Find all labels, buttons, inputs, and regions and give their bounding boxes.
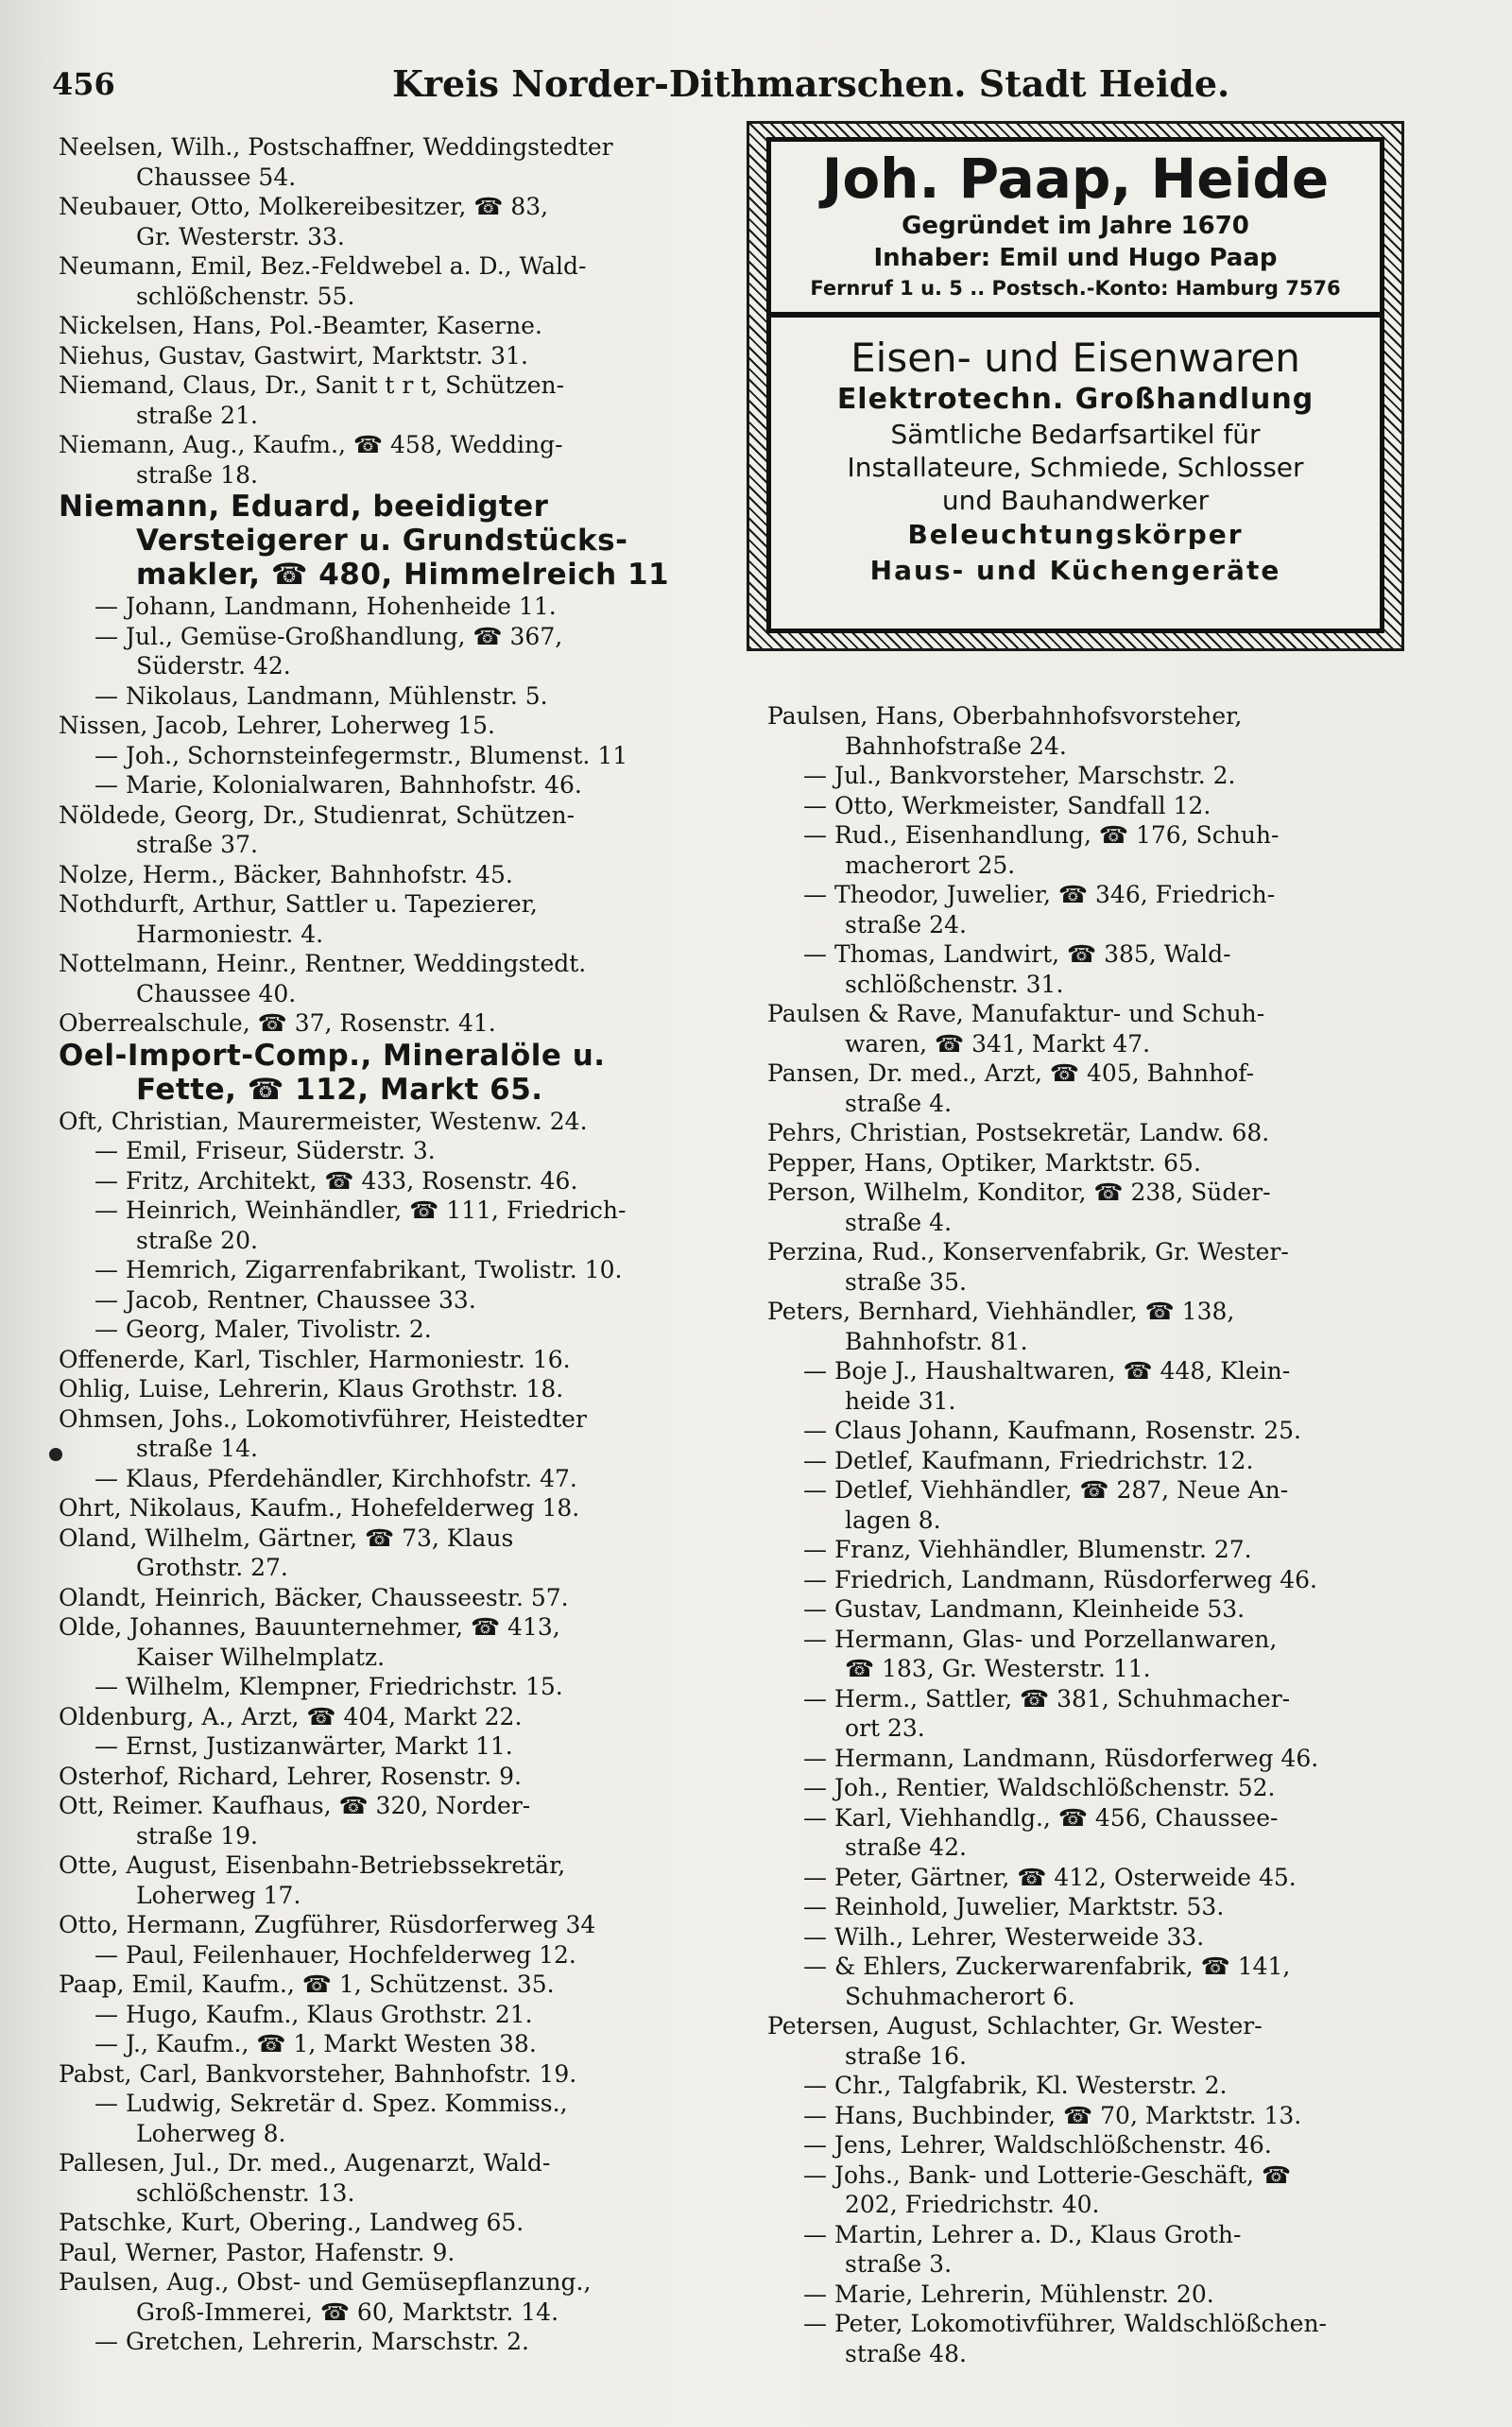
entry-text: — Georg, Maler, Tivolistr. 2. — [94, 1316, 432, 1343]
entry-text: — Jul., Gemüse-Großhandlung, ☎ 367, — [94, 622, 563, 650]
entry-text: — Jul., Bankvorsteher, Marschstr. 2. — [803, 762, 1236, 789]
directory-entry — [767, 1356, 1396, 1416]
directory-entry — [59, 1583, 720, 1613]
entry-text: Nissen, Jacob, Lehrer, Loherweg 15. — [59, 712, 495, 739]
directory-entry — [767, 761, 1396, 791]
entry-continuation: Chaussee 54. — [136, 163, 297, 191]
entry-text: — Fritz, Architekt, ☎ 433, Rosenstr. 46. — [94, 1166, 578, 1195]
entry-text: Osterhof, Richard, Lehrer, Rosenstr. 9. — [59, 1762, 522, 1790]
directory-entry — [767, 1059, 1396, 1118]
entry-continuation: straße 35. — [845, 1267, 967, 1296]
entry-text: Otte, August, Eisenbahn-Betriebssekretär, — [59, 1851, 566, 1879]
entry-continuation: straße 21. — [136, 401, 258, 429]
directory-entry — [59, 800, 720, 860]
entry-continuation: Fette, ☎ 112, Markt 65. — [136, 1072, 543, 1107]
directory-entry — [59, 949, 720, 1008]
entry-continuation: macherort 25. — [845, 851, 1016, 879]
directory-entry — [59, 1612, 720, 1672]
directory-entry — [59, 1039, 720, 1107]
directory-entry — [59, 2327, 720, 2357]
directory-entry — [767, 2130, 1396, 2160]
directory-entry — [59, 192, 720, 251]
entry-continuation: ort 23. — [845, 1714, 925, 1742]
entry-text: — Ernst, Justizanwärter, Markt 11. — [94, 1732, 513, 1760]
directory-entry — [59, 132, 720, 192]
directory-entry — [767, 939, 1396, 999]
directory-entry — [767, 2220, 1396, 2280]
entry-continuation: waren, ☎ 341, Markt 47. — [845, 1029, 1151, 1058]
entry-continuation: straße 16. — [845, 2041, 967, 2070]
entry-text: Olandt, Heinrich, Bäcker, Chausseestr. 57. — [59, 1583, 569, 1611]
entry-text: — Heinrich, Weinhändler, ☎ 111, Friedrich- — [94, 1196, 627, 1224]
directory-entry — [59, 251, 720, 311]
entry-text: — Johann, Landmann, Hohenheide 11. — [94, 593, 557, 620]
entry-text: Pallesen, Jul., Dr. med., Augenarzt, Wald- — [59, 2149, 551, 2177]
entry-text: Pehrs, Christian, Postsekretär, Landw. 68. — [767, 1119, 1270, 1146]
entry-text: — Hans, Buchbinder, ☎ 70, Marktstr. 13. — [803, 2101, 1302, 2129]
directory-entry — [767, 1475, 1396, 1535]
ad-line-1: Sämtliche Bedarfsartikel für — [890, 419, 1261, 450]
directory-entry — [767, 1594, 1396, 1625]
entry-text: Neumann, Emil, Bez.-Feldwebel a. D., Wald- — [59, 252, 587, 280]
entry-text: — J., Kaufm., ☎ 1, Markt Westen 38. — [94, 2030, 537, 2057]
directory-entry — [767, 1744, 1396, 1774]
ad-headline: Eisen- und Eisenwaren — [850, 335, 1300, 381]
directory-entry — [767, 1118, 1396, 1148]
entry-text: Paul, Werner, Pastor, Hafenstr. 9. — [59, 2238, 455, 2266]
directory-entry — [767, 1297, 1396, 1356]
directory-entry — [59, 1762, 720, 1792]
entry-continuation: Versteigerer u. Grundstücks- — [136, 524, 628, 558]
entry-continuation: Grothstr. 27. — [136, 1554, 288, 1581]
entry-text: — Klaus, Pferdehändler, Kirchhofstr. 47. — [94, 1464, 577, 1492]
directory-entry — [767, 880, 1396, 939]
entry-text: Peters, Bernhard, Viehhändler, ☎ 138, — [767, 1298, 1235, 1325]
directory-entry — [59, 430, 720, 490]
entry-text: Neubauer, Otto, Molkereibesitzer, ☎ 83, — [59, 193, 549, 220]
entry-text: Patschke, Kurt, Obering., Landweg 65. — [59, 2209, 524, 2236]
entry-text: Paulsen & Rave, Manufaktur- und Schuh- — [767, 1000, 1265, 1027]
entry-text: Otto, Hermann, Zugführer, Rüsdorferweg 34 — [59, 1911, 596, 1938]
directory-entry — [59, 1523, 720, 1583]
entry-text: — Johs., Bank- und Lotterie-Geschäft, ☎ — [803, 2160, 1292, 2189]
directory-entry — [59, 2029, 720, 2059]
entry-text: Perzina, Rud., Konservenfabrik, Gr. Wester- — [767, 1238, 1289, 1265]
directory-entry — [767, 1922, 1396, 1953]
entry-text: Offenerde, Karl, Tischler, Harmoniestr. 16. — [59, 1345, 571, 1373]
entry-continuation: straße 24. — [845, 910, 967, 938]
entry-text: — Marie, Lehrerin, Mühlenstr. 20. — [803, 2280, 1214, 2308]
entry-text: — Wilh., Lehrer, Westerweide 33. — [803, 1922, 1205, 1951]
directory-entry — [59, 1345, 720, 1375]
directory-entry — [59, 1404, 720, 1464]
directory-entry — [767, 2280, 1396, 2310]
entry-text: Ohmsen, Johs., Lokomotivführer, Heistedter — [59, 1404, 587, 1433]
right-column — [767, 701, 1396, 2368]
directory-entry — [59, 2000, 720, 2030]
entry-text: — Emil, Friseur, Süderstr. 3. — [94, 1137, 436, 1164]
directory-entry — [59, 770, 720, 800]
entry-continuation: Groß-Immerei, ☎ 60, Marktstr. 14. — [136, 2298, 559, 2326]
directory-entry — [767, 791, 1396, 821]
entry-text: — Reinhold, Juwelier, Marktstr. 53. — [803, 1893, 1225, 1920]
entry-text: Nolze, Herm., Bäcker, Bahnhofstr. 45. — [59, 860, 513, 888]
directory-entry — [59, 1374, 720, 1404]
directory-entry — [767, 2071, 1396, 2101]
page-header — [52, 59, 1460, 115]
entry-text: — Karl, Viehhandlg., ☎ 456, Chaussee- — [803, 1803, 1279, 1832]
advertisement-inner — [766, 137, 1384, 633]
entry-continuation: straße 14. — [136, 1435, 258, 1462]
entry-text: Pansen, Dr. med., Arzt, ☎ 405, Bahnhof- — [767, 1059, 1255, 1087]
entry-text: — Martin, Lehrer a. D., Klaus Groth- — [803, 2220, 1242, 2248]
entry-continuation: Harmoniestr. 4. — [136, 920, 324, 948]
directory-entry — [767, 1952, 1396, 2011]
entry-text: — Hemrich, Zigarrenfabrikant, Twolistr. 10. — [94, 1256, 623, 1283]
directory-entry — [767, 1148, 1396, 1179]
entry-text: Oel-Import-Comp., Mineralöle u. — [59, 1038, 606, 1073]
ad-line-5: Haus- und Küchengeräte — [869, 555, 1281, 586]
ad-owners: Inhaber: Emil und Hugo Paap — [873, 244, 1278, 272]
entry-text: Niehus, Gustav, Gastwirt, Marktstr. 31. — [59, 341, 528, 370]
advertisement-box — [747, 121, 1404, 651]
entry-continuation: straße 19. — [136, 1821, 258, 1850]
directory-entry — [767, 1625, 1396, 1684]
entry-text: Pabst, Carl, Bankvorsteher, Bahnhofstr. 19. — [59, 2059, 577, 2088]
entry-text: Niemann, Eduard, beeidigter — [59, 490, 549, 524]
entry-continuation: schlößchenstr. 55. — [136, 282, 355, 310]
entry-text: — Otto, Werkmeister, Sandfall 12. — [803, 791, 1211, 819]
entry-text: — Nikolaus, Landmann, Mühlenstr. 5. — [94, 681, 548, 710]
entry-text: — Jens, Lehrer, Waldschlößchenstr. 46. — [803, 2131, 1272, 2159]
directory-entry — [59, 1136, 720, 1166]
ad-line-2: Installateure, Schmiede, Schlosser — [847, 452, 1304, 483]
directory-entry — [59, 681, 720, 712]
directory-entry — [59, 490, 720, 592]
directory-entry — [59, 1910, 720, 1940]
directory-entry — [59, 2148, 720, 2208]
directory-entry — [59, 2059, 720, 2090]
entry-text: — Jacob, Rentner, Chaussee 33. — [94, 1285, 476, 1314]
directory-entry — [59, 1196, 720, 1255]
directory-entry — [767, 1237, 1396, 1297]
directory-entry — [59, 1672, 720, 1702]
entry-continuation: Bahnhofstraße 24. — [845, 732, 1067, 760]
entry-text: — Claus Johann, Kaufmann, Rosenstr. 25. — [803, 1417, 1302, 1444]
entry-text: — Friedrich, Landmann, Rüsdorferweg 46. — [803, 1565, 1317, 1593]
entry-continuation: schlößchenstr. 13. — [136, 2178, 355, 2207]
directory-entry — [59, 2238, 720, 2268]
entry-text: — Ludwig, Sekretär d. Spez. Kommiss., — [94, 2090, 568, 2117]
entry-continuation: straße 48. — [845, 2339, 967, 2367]
entry-text: Paap, Emil, Kaufm., ☎ 1, Schützenst. 35. — [59, 1971, 555, 1998]
entry-text: Niemann, Aug., Kaufm., ☎ 458, Wedding- — [59, 431, 563, 458]
entry-text: — Peter, Lokomotivführer, Waldschlößchen- — [803, 2310, 1328, 2337]
entry-continuation: Chaussee 40. — [136, 979, 297, 1007]
entry-text: Nöldede, Georg, Dr., Studienrat, Schützen- — [59, 800, 576, 829]
ad-company-name: Joh. Paap, Heide — [821, 146, 1330, 211]
directory-entry — [59, 1107, 720, 1137]
directory-entry — [59, 370, 720, 430]
directory-entry — [767, 701, 1396, 761]
left-column — [59, 132, 720, 2357]
ad-divider — [771, 312, 1380, 318]
ad-founded: Gegründet im Jahre 1670 — [902, 212, 1249, 240]
entry-text: Oldenburg, A., Arzt, ☎ 404, Markt 22. — [59, 1702, 523, 1730]
entry-text: Ohlig, Luise, Lehrerin, Klaus Grothstr. 18. — [59, 1375, 564, 1403]
directory-entry — [59, 311, 720, 341]
directory-entry — [59, 1008, 720, 1039]
entry-continuation: Süderstr. 42. — [136, 652, 291, 680]
directory-entry — [59, 1940, 720, 1971]
entry-text: Nothdurft, Arthur, Sattler u. Tapezierer, — [59, 890, 538, 918]
entry-text: Ohrt, Nikolaus, Kaufm., Hohefelderweg 18. — [59, 1494, 580, 1522]
directory-entry — [59, 741, 720, 771]
ad-subhead: Elektrotechn. Großhandlung — [836, 383, 1314, 416]
entry-text: Olde, Johannes, Bauunternehmer, ☎ 413, — [59, 1613, 560, 1641]
directory-entry — [767, 999, 1396, 1059]
entry-text: — Peter, Gärtner, ☎ 412, Osterweide 45. — [803, 1863, 1297, 1891]
directory-entry — [767, 1684, 1396, 1744]
entry-text: — Gustav, Landmann, Kleinheide 53. — [803, 1595, 1246, 1623]
entry-text: Petersen, August, Schlachter, Gr. Wester- — [767, 2012, 1263, 2040]
directory-entry — [59, 711, 720, 741]
entry-text: — Marie, Kolonialwaren, Bahnhofstr. 46. — [94, 771, 582, 799]
entry-text: — Herm., Sattler, ☎ 381, Schuhmacher- — [803, 1684, 1291, 1713]
directory-entry — [59, 889, 720, 949]
entry-continuation: makler, ☎ 480, Himmelreich 11 — [136, 558, 670, 592]
entry-text: — Chr., Talgfabrik, Kl. Westerstr. 2. — [803, 2072, 1228, 2099]
entry-text: Pepper, Hans, Optiker, Marktstr. 65. — [767, 1148, 1201, 1177]
entry-continuation: Schuhmacherort 6. — [845, 1982, 1075, 2010]
entry-text: Neelsen, Wilh., Postschaffner, Weddingstedter — [59, 133, 613, 161]
entry-continuation: Loherweg 8. — [136, 2119, 286, 2147]
entry-text: — Hermann, Glas- und Porzellanwaren, — [803, 1625, 1278, 1653]
entry-text: Oland, Wilhelm, Gärtner, ☎ 73, Klaus — [59, 1523, 514, 1552]
directory-entry — [767, 1803, 1396, 1863]
entry-text: Paulsen, Hans, Oberbahnhofsvorsteher, — [767, 702, 1243, 730]
entry-continuation: straße 18. — [136, 460, 258, 489]
entry-text: — Gretchen, Lehrerin, Marschstr. 2. — [94, 2328, 529, 2355]
directory-entry — [767, 1863, 1396, 1893]
entry-text: — Hugo, Kaufm., Klaus Grothstr. 21. — [94, 2000, 533, 2028]
entry-text: — Boje J., Haushaltwaren, ☎ 448, Klein- — [803, 1357, 1291, 1385]
directory-entry — [59, 1166, 720, 1196]
entry-continuation: heide 31. — [845, 1386, 956, 1415]
entry-text: Ott, Reimer. Kaufhaus, ☎ 320, Norder- — [59, 1792, 531, 1819]
directory-entry — [59, 1791, 720, 1850]
entry-text: Paulsen, Aug., Obst- und Gemüsepflanzung., — [59, 2268, 592, 2296]
entry-text: — Paul, Feilenhauer, Hochfelderweg 12. — [94, 1940, 576, 1969]
entry-text: Person, Wilhelm, Konditor, ☎ 238, Süder- — [767, 1179, 1271, 1206]
entry-continuation: Bahnhofstr. 81. — [845, 1327, 1028, 1355]
entry-continuation: ☎ 183, Gr. Westerstr. 11. — [845, 1655, 1151, 1682]
directory-entry — [767, 1446, 1396, 1476]
directory-entry — [767, 1535, 1396, 1565]
directory-entry — [59, 1285, 720, 1316]
directory-entry — [59, 1731, 720, 1762]
entry-text: Oberrealschule, ☎ 37, Rosenstr. 41. — [59, 1009, 496, 1037]
entry-continuation: straße 3. — [845, 2250, 953, 2278]
ad-line-3: und Bauhandwerker — [941, 485, 1210, 516]
directory-entry — [59, 1850, 720, 1910]
directory-entry — [59, 2267, 720, 2327]
ad-line-4: Beleuchtungskörper — [907, 519, 1244, 550]
entry-continuation: straße 37. — [136, 831, 258, 858]
entry-text: — & Ehlers, Zuckerwarenfabrik, ☎ 141, — [803, 1953, 1291, 1980]
directory-entry — [59, 341, 720, 371]
entry-continuation: straße 20. — [136, 1226, 258, 1254]
ad-contact: Fernruf 1 u. 5 .. Postsch.-Konto: Hamburg 7576 — [810, 277, 1341, 300]
directory-entry — [59, 622, 720, 681]
entry-continuation: schlößchenstr. 31. — [845, 970, 1064, 998]
directory-entry — [767, 1892, 1396, 1922]
entry-text: Oft, Christian, Maurermeister, Westenw. 24. — [59, 1107, 588, 1135]
directory-entry — [767, 1416, 1396, 1446]
entry-text: — Theodor, Juwelier, ☎ 346, Friedrich- — [803, 881, 1276, 908]
directory-entry — [59, 1315, 720, 1345]
page-number: 456 — [52, 66, 115, 102]
directory-entry — [59, 860, 720, 890]
entry-text: — Hermann, Landmann, Rüsdorferweg 46. — [803, 1744, 1319, 1772]
entry-text: Nottelmann, Heinr., Rentner, Weddingstedt. — [59, 950, 587, 977]
directory-entry — [59, 2089, 720, 2148]
directory-entry — [767, 820, 1396, 880]
directory-entry — [767, 2101, 1396, 2131]
entry-continuation: Kaiser Wilhelmplatz. — [136, 1643, 386, 1671]
directory-entry — [59, 1970, 720, 2000]
print-blemish — [49, 1448, 62, 1461]
entry-continuation: Gr. Westerstr. 33. — [136, 222, 345, 250]
directory-entry — [767, 1178, 1396, 1237]
directory-entry — [59, 1464, 720, 1494]
entry-text: — Joh., Rentier, Waldschlößchenstr. 52. — [803, 1774, 1276, 1801]
entry-continuation: straße 4. — [845, 1089, 953, 1117]
directory-entry — [59, 1255, 720, 1285]
page-title: Kreis Norder-Dithmarschen. Stadt Heide. — [392, 62, 1230, 105]
entry-text: Niemand, Claus, Dr., Sanit t r t, Schützen- — [59, 371, 565, 399]
directory-entry — [767, 1565, 1396, 1595]
entry-text: — Thomas, Landwirt, ☎ 385, Wald- — [803, 940, 1231, 968]
directory-entry — [767, 2011, 1396, 2071]
entry-text: — Wilhelm, Klempner, Friedrichstr. 15. — [94, 1673, 563, 1700]
directory-entry — [767, 2309, 1396, 2368]
entry-continuation: Loherweg 17. — [136, 1881, 301, 1909]
entry-text: — Detlef, Viehhändler, ☎ 287, Neue An- — [803, 1476, 1289, 1504]
entry-text: — Joh., Schornsteinfegermstr., Blumenst. 11 — [94, 741, 628, 769]
entry-text: Nickelsen, Hans, Pol.-Beamter, Kaserne. — [59, 312, 542, 339]
directory-entry — [59, 592, 720, 622]
entry-continuation: straße 42. — [845, 1833, 967, 1861]
directory-entry — [59, 1702, 720, 1732]
entry-continuation: straße 4. — [845, 1208, 953, 1236]
entry-continuation: lagen 8. — [845, 1506, 941, 1534]
entry-continuation: 202, Friedrichstr. 40. — [845, 2191, 1100, 2218]
directory-entry — [767, 1773, 1396, 1803]
entry-text: — Franz, Viehhändler, Blumenstr. 27. — [803, 1536, 1252, 1563]
entry-text: — Rud., Eisenhandlung, ☎ 176, Schuh- — [803, 821, 1280, 849]
entry-text: — Detlef, Kaufmann, Friedrichstr. 12. — [803, 1446, 1254, 1474]
directory-entry — [59, 2208, 720, 2238]
directory-entry — [59, 1493, 720, 1523]
directory-entry — [767, 2160, 1396, 2220]
